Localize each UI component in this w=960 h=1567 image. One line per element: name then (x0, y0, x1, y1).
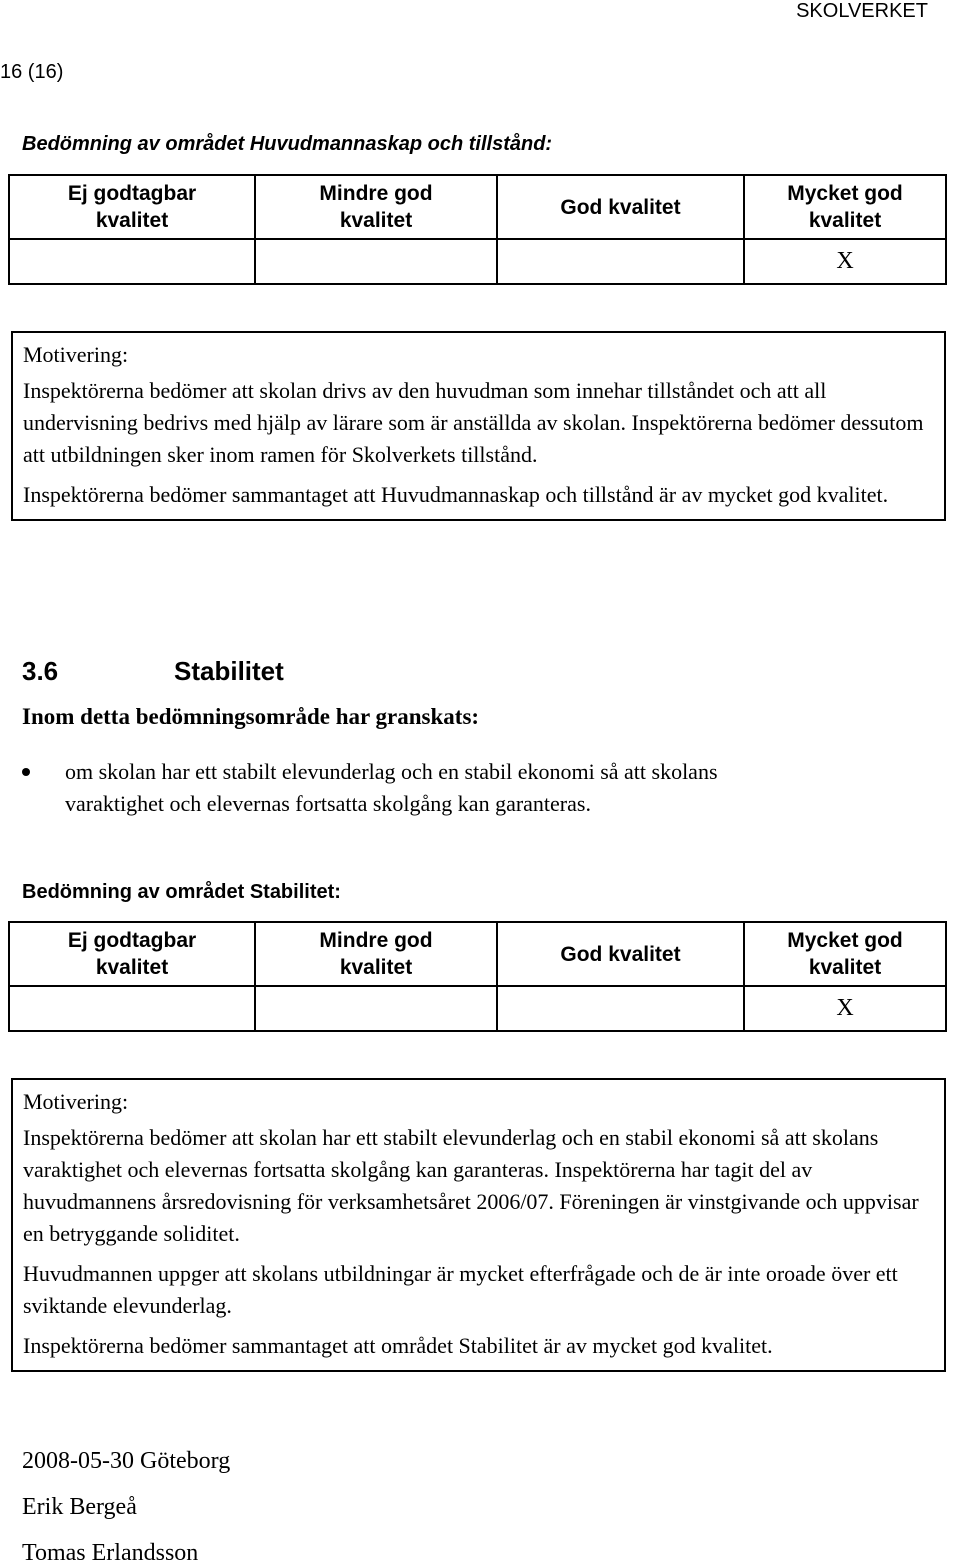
grade-mark-god (497, 986, 744, 1031)
grade-table-huvudmannaskap (8, 174, 947, 285)
grade-column-mycket-god: Mycket god kvalitet (744, 922, 946, 986)
motivation-box-huvudmannaskap (11, 331, 946, 521)
grade-table-stabilitet (8, 921, 947, 1032)
organization-name: SKOLVERKET (796, 0, 928, 22)
motivation-label: Motivering: (23, 342, 129, 367)
grade-table-header-row (9, 922, 946, 986)
assessment-heading-stabilitet: Bedömning av området Stabilitet: (22, 881, 341, 903)
motivation-paragraph: Huvudmannen uppger att skolans utbildningar är mycket efterfrågade och de är inte oroade över ett sviktande elevunderlag. (23, 1261, 898, 1318)
grade-mark-ej-godtagbar (9, 239, 255, 284)
grade-column-god: God kvalitet (497, 922, 744, 986)
section-name: Stabilitet (174, 656, 284, 686)
grade-column-ej-godtagbar: Ej godtagbar kvalitet (9, 175, 255, 239)
grade-column-mindre-god: Mindre god kvalitet (255, 175, 497, 239)
motivation-paragraph: Inspektörerna bedömer sammantaget att Huvudmannaskap och tillstånd är av mycket god kvalitet. (23, 482, 889, 507)
bullet-icon (22, 768, 30, 776)
scope-bullet-item (22, 756, 762, 820)
grade-mark-mycket-god: X (744, 986, 946, 1031)
motivation-paragraph: Inspektörerna bedömer att skolan har ett stabilt elevunderlag och en stabil ekonomi så att skolans varaktighet och elevernas fortsatta skolgång kan garanteras. Inspektörerna har tagit del av huvudmannens årsredovisning för verksamhetsåret 2006/07. Föreningen är vinstgivande och uppvisar en betryggande soliditet. (23, 1125, 919, 1246)
motivation-paragraph: Inspektörerna bedömer sammantaget att området Stabilitet är av mycket god kvalitet. (23, 1333, 773, 1358)
assessment-heading-huvudmannaskap: Bedömning av området Huvudmannaskap och tillstånd: (22, 133, 553, 155)
section-number: 3.6 (22, 656, 59, 686)
page-number: 16 (16) (0, 61, 64, 83)
grade-column-mindre-god: Mindre god kvalitet (255, 922, 497, 986)
scope-bullet-text: om skolan har ett stabilt elevunderlag och en stabil ekonomi så att skolans varaktighet och elevernas fortsatta skolgång kan garanteras. (65, 759, 718, 816)
grade-mark-ej-godtagbar (9, 986, 255, 1031)
motivation-label: Motivering: (23, 1089, 129, 1114)
grade-mark-mindre-god (255, 239, 497, 284)
grade-table-mark-row (9, 986, 946, 1031)
scope-title: Inom detta bedömningsområde har granskats: (22, 704, 480, 729)
grade-table-header-row (9, 175, 946, 239)
signature-date-place: 2008-05-30 Göteborg (22, 1448, 231, 1474)
grade-mark-god (497, 239, 744, 284)
motivation-paragraph: Inspektörerna bedömer att skolan drivs av den huvudman som innehar tillståndet och att all undervisning bedrivs med hjälp av lärare som är anställda av skolan. Inspektörerna bedömer dessutom att utbildningen sker inom ramen för Skolverkets tillstånd. (23, 378, 924, 467)
grade-column-mycket-god: Mycket god kvalitet (744, 175, 946, 239)
signature-name: Erik Bergeå (22, 1494, 137, 1520)
signature-name: Tomas Erlandsson (22, 1540, 199, 1566)
section-title (22, 656, 284, 687)
grade-mark-mycket-god: X (744, 239, 946, 284)
motivation-box-stabilitet (11, 1078, 946, 1372)
grade-table-mark-row (9, 239, 946, 284)
grade-column-god: God kvalitet (497, 175, 744, 239)
grade-mark-mindre-god (255, 986, 497, 1031)
grade-column-ej-godtagbar: Ej godtagbar kvalitet (9, 922, 255, 986)
